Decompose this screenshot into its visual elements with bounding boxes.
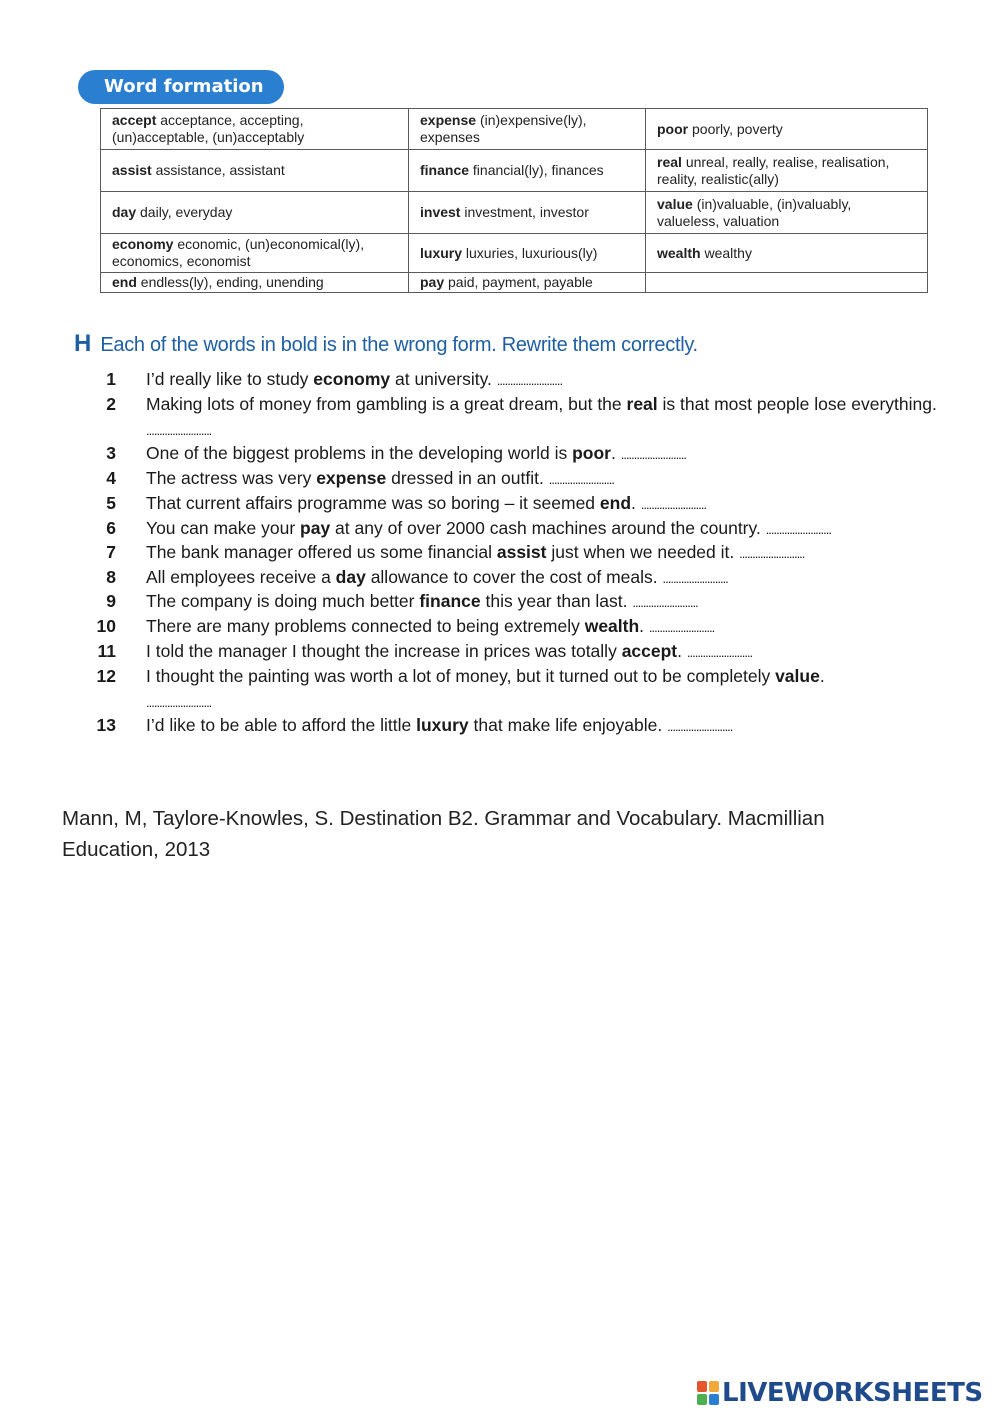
question-text: this year than last. bbox=[480, 591, 633, 611]
question-text: . bbox=[677, 641, 687, 661]
question-text: at any of over 2000 cash machines around the country. bbox=[330, 518, 766, 538]
question-text: There are many problems connected to being extremely bbox=[146, 616, 585, 636]
question-text: . bbox=[631, 493, 641, 513]
answer-blank[interactable]: ......................... bbox=[686, 645, 753, 660]
question-text: that make life enjoyable. bbox=[468, 715, 668, 735]
bold-word: end bbox=[599, 493, 632, 513]
table-cell bbox=[101, 150, 409, 192]
question-number: 9 bbox=[106, 591, 116, 611]
question-text: just when we needed it. bbox=[546, 542, 740, 562]
question-number: 7 bbox=[106, 542, 116, 562]
answer-blank[interactable]: ......................... bbox=[765, 522, 831, 537]
question-text: I told the manager I thought the increase in prices was totally bbox=[146, 641, 622, 661]
base-word: value bbox=[657, 195, 693, 212]
word-formation-table bbox=[100, 108, 928, 293]
base-word: real bbox=[657, 153, 682, 170]
base-word: end bbox=[112, 274, 137, 290]
question-text: . bbox=[610, 443, 621, 463]
table-cell bbox=[409, 234, 646, 273]
answer-blank[interactable]: ......................... bbox=[662, 571, 728, 586]
table-row bbox=[101, 273, 928, 293]
table-cell bbox=[646, 109, 928, 150]
answer-blank[interactable]: ......................... bbox=[739, 546, 805, 561]
source-reference: Mann, M, Taylore-Knowles, S. Destination B2. Grammar and Vocabulary. Macmillian Education, 2013 bbox=[62, 807, 825, 861]
table-cell bbox=[101, 234, 409, 273]
table-cell bbox=[409, 192, 646, 234]
base-word: accept bbox=[112, 112, 157, 128]
bold-word: finance bbox=[419, 591, 481, 611]
table-cell bbox=[101, 273, 409, 293]
base-word: economy bbox=[112, 236, 174, 252]
bold-word: pay bbox=[300, 518, 331, 538]
table-cell bbox=[101, 192, 409, 234]
question-text: The company is doing much better bbox=[146, 591, 420, 611]
word-forms: unreal, really, realise, realisation, reality, realistic(ally) bbox=[657, 153, 890, 187]
table-cell bbox=[409, 109, 646, 150]
question-text: You can make your bbox=[146, 518, 301, 538]
table-row bbox=[101, 234, 928, 273]
logo-text: LIVEWORKSHEETS bbox=[722, 1378, 983, 1408]
question-text: I thought the painting was worth a lot of money, but it turned out to be completely bbox=[146, 666, 776, 686]
word-formation-header: Word formation bbox=[78, 70, 284, 104]
word-forms: assistance, assistant bbox=[155, 162, 285, 178]
question-number: 1 bbox=[106, 369, 116, 389]
table-cell bbox=[101, 109, 409, 150]
base-word: poor bbox=[657, 120, 689, 137]
question-number: 11 bbox=[97, 641, 116, 661]
answer-blank[interactable]: ......................... bbox=[548, 472, 615, 487]
question-text: The actress was very bbox=[146, 468, 317, 488]
exercise-letter: H bbox=[74, 330, 92, 357]
table-cell bbox=[409, 150, 646, 192]
bold-word: luxury bbox=[416, 715, 469, 735]
base-word: wealth bbox=[657, 244, 701, 261]
logo-icon bbox=[697, 1381, 719, 1405]
question-number: 13 bbox=[96, 715, 116, 735]
word-forms: (in)valuable, (in)valuably, valueless, valuation bbox=[657, 195, 852, 229]
word-forms: acceptance, accepting, (un)acceptable, (un)acceptably bbox=[112, 112, 305, 145]
answer-blank[interactable]: ......................... bbox=[620, 447, 687, 462]
question-text: . bbox=[819, 666, 825, 686]
question-number: 6 bbox=[106, 518, 116, 538]
question-number: 8 bbox=[106, 567, 116, 587]
bold-word: economy bbox=[313, 369, 391, 389]
word-forms: wealthy bbox=[704, 244, 752, 261]
base-word: invest bbox=[420, 204, 461, 220]
base-word: day bbox=[112, 204, 137, 220]
base-word: assist bbox=[112, 162, 152, 178]
question-text: I’d really like to study bbox=[146, 369, 314, 389]
question-text: allowance to cover the cost of meals. bbox=[365, 567, 663, 587]
word-forms: financial(ly), finances bbox=[472, 162, 604, 178]
bold-word: accept bbox=[621, 641, 678, 661]
base-word: pay bbox=[420, 274, 445, 290]
question-text: . bbox=[639, 616, 649, 636]
word-forms: daily, everyday bbox=[140, 204, 233, 220]
question-number: 5 bbox=[106, 493, 116, 513]
word-forms: endless(ly), ending, unending bbox=[140, 274, 324, 290]
question-text: That current affairs programme was so boring – it seemed bbox=[146, 493, 600, 513]
answer-blank[interactable]: ......................... bbox=[146, 694, 212, 710]
base-word: luxury bbox=[420, 244, 463, 261]
base-word: finance bbox=[420, 162, 470, 178]
liveworksheets-logo bbox=[697, 1378, 983, 1408]
word-forms: poorly, poverty bbox=[692, 120, 783, 137]
table-cell-empty bbox=[646, 273, 928, 293]
answer-blank[interactable]: ......................... bbox=[667, 719, 733, 734]
word-forms: economic, (un)economical(ly), economics, economist bbox=[112, 236, 365, 269]
table-cell bbox=[646, 192, 928, 234]
bold-word: wealth bbox=[584, 616, 640, 636]
question-text: dressed in an outfit. bbox=[386, 468, 549, 488]
word-forms: luxuries, luxurious(ly) bbox=[465, 244, 598, 261]
table-cell bbox=[409, 273, 646, 293]
base-word: expense bbox=[420, 112, 477, 128]
question-text: All employees receive a bbox=[146, 567, 336, 587]
table-cell bbox=[646, 150, 928, 192]
question-text: One of the biggest problems in the developing world is bbox=[146, 443, 573, 463]
word-forms: investment, investor bbox=[464, 204, 589, 220]
bold-word: real bbox=[626, 394, 658, 414]
table-cell bbox=[646, 234, 928, 273]
question-text: The bank manager offered us some financial bbox=[146, 542, 497, 562]
exercise-heading bbox=[74, 330, 698, 358]
question-number: 12 bbox=[96, 666, 116, 686]
exercise-instruction: Each of the words in bold is in the wrong form. Rewrite them correctly. bbox=[100, 334, 698, 356]
bold-word: value bbox=[775, 666, 820, 686]
answer-blank[interactable]: ......................... bbox=[640, 497, 707, 512]
bold-word: assist bbox=[496, 542, 547, 562]
bold-word: expense bbox=[316, 468, 387, 488]
question-number: 4 bbox=[106, 468, 116, 488]
question-text: at university. bbox=[390, 369, 497, 389]
question-number: 10 bbox=[96, 616, 116, 636]
table-row bbox=[101, 109, 928, 150]
question-text: is that most people lose everything. bbox=[657, 394, 937, 414]
answer-blank[interactable]: ......................... bbox=[146, 422, 212, 438]
bold-word: day bbox=[335, 567, 366, 587]
question-number: 3 bbox=[106, 443, 116, 463]
question-text: Making lots of money from gambling is a great dream, but the bbox=[146, 394, 627, 414]
word-forms: (in)expensive(ly), expenses bbox=[420, 112, 587, 145]
answer-blank[interactable]: ......................... bbox=[648, 620, 715, 635]
word-forms: paid, payment, payable bbox=[448, 274, 593, 290]
table-row bbox=[101, 192, 928, 234]
answer-blank[interactable]: ......................... bbox=[632, 595, 698, 610]
question-number: 2 bbox=[106, 394, 116, 414]
answer-blank[interactable]: ......................... bbox=[496, 373, 563, 388]
table-row bbox=[101, 150, 928, 192]
question-text: I’d like to be able to afford the little bbox=[146, 715, 417, 735]
bold-word: poor bbox=[572, 443, 611, 463]
